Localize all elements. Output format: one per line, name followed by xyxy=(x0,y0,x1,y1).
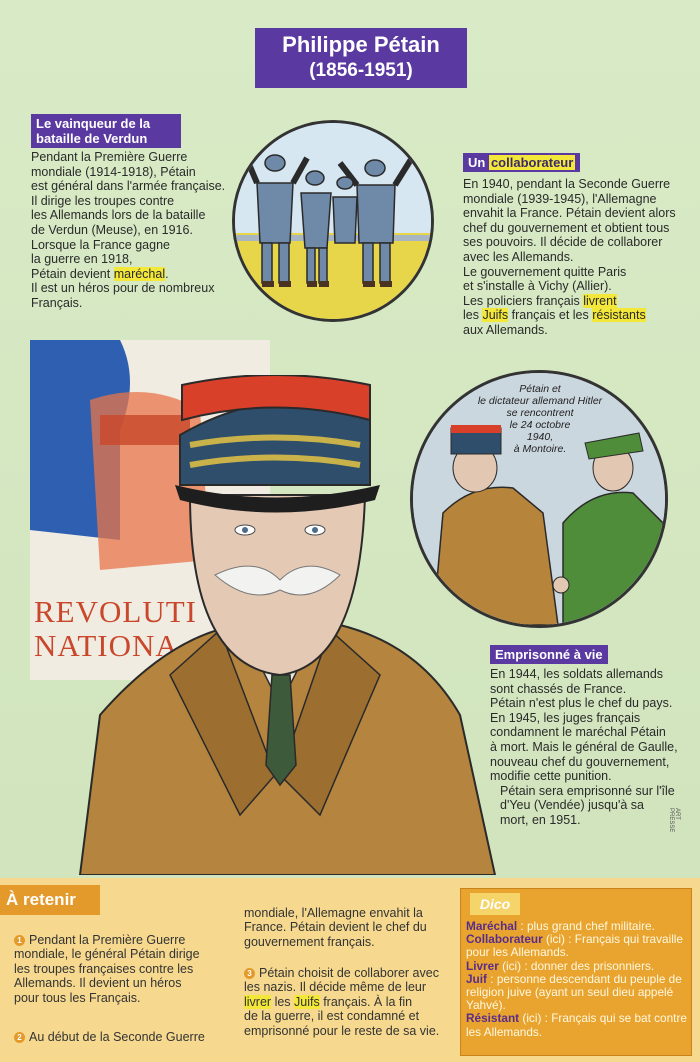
page-title: Philippe Pétain xyxy=(282,32,440,57)
retenir-point-3: 3 Pétain choisit de collaborer avec les nazis. Il décide même de leur livrer les Juifs français. À la fin de la guerre, il est condamné et emprisonné pour le reste de sa vie. xyxy=(244,966,440,1038)
verdun-text: Pendant la Première Guerre mondiale (1914-1918), Pétain est général dans l'armée française. Il dirige les troupes contre les Allemands lors de la bataille de Verdun (Meuse), en 1916. Lorsque la France gagne la guerre en 1918, Pétain devient maréchal. Il est un héros pour de nombreux Français. xyxy=(31,150,226,310)
highlight-juifs: Juifs xyxy=(482,308,509,323)
meeting-illustration xyxy=(410,370,668,628)
highlight-resistants: résistants xyxy=(592,308,646,323)
number-badge-1: 1 xyxy=(14,935,25,946)
verdun-heading: Le vainqueur de la bataille de Verdun xyxy=(31,114,181,148)
poster-text: REVOLUTI NATIONA xyxy=(34,594,197,663)
retenir-point-2: 2 Au début de la Seconde Guerre xyxy=(14,1030,234,1044)
prison-heading: Emprisonné à vie xyxy=(490,645,608,664)
collab-heading: Un collaborateur xyxy=(463,153,580,172)
retenir-point-1: 1 Pendant la Première Guerre mondiale, le général Pétain dirige les troupes françaises contre les Allemands. Il devient un héros pour tous les Français. xyxy=(14,933,200,1005)
highlight-marechal: maréchal xyxy=(113,266,166,281)
soldiers-drawing xyxy=(235,123,431,319)
number-badge-3: 3 xyxy=(244,968,255,979)
soldiers-illustration xyxy=(232,120,434,322)
number-badge-2: 2 xyxy=(14,1032,25,1043)
highlight-livrer: livrer xyxy=(244,994,272,1009)
dico-tag: Dico xyxy=(470,893,520,915)
prison-text: En 1944, les soldats allemands sont chassés de France. Pétain n'est plus le chef du pays. En 1945, les juges français condamnent le maréchal Pétain à mort. Mais le général de Gaulle, nouveau chef du gouvernement, modifie cette punition. Pétain sera emprisonné sur l'île d'Yeu (Vendée) jusqu'à sa mort, en 1951. xyxy=(490,667,678,827)
title-box xyxy=(255,28,467,88)
highlight-livrent: livrent xyxy=(583,293,617,308)
retenir-point-2-cont: mondiale, l'Allemagne envahit la France. Pétain devient le chef du gouvernement français. xyxy=(244,906,427,949)
meeting-caption: Pétain et le dictateur allemand Hitler se rencontrent le 24 octobre 1940, à Montoire. xyxy=(477,383,603,455)
highlight-collaborateur: collaborateur xyxy=(490,155,574,170)
highlight-juifs-2: Juifs xyxy=(294,994,320,1009)
dico-text: Maréchal : plus grand chef militaire. Collaborateur (ici) : Français qui travaille pour les Allemands. Livrer (ici) : donner des prisonniers. Juif : personne descendant du peuple de religion juive (ayant un seul dieu appelé Yahvé). Résistant (ici) : Français qui se bat contre les Allemands. xyxy=(466,919,687,1039)
collab-text: En 1940, pendant la Seconde Guerre mondiale (1939-1945), l'Allemagne envahit la France. Pétain devient alors chef du gouvernement et obtient tous ses pouvoirs. Il décide de collaborer avec les Allemands. Le gouvernement quitte Paris et s'installe à Vichy (Allier). Les policiers français livrent les Juifs français et les résistants aux Allemands. xyxy=(463,177,676,337)
retenir-tag: À retenir xyxy=(0,885,100,915)
credit: ART PRESSE xyxy=(668,808,680,833)
page-dates: (1856-1951) xyxy=(309,60,413,81)
